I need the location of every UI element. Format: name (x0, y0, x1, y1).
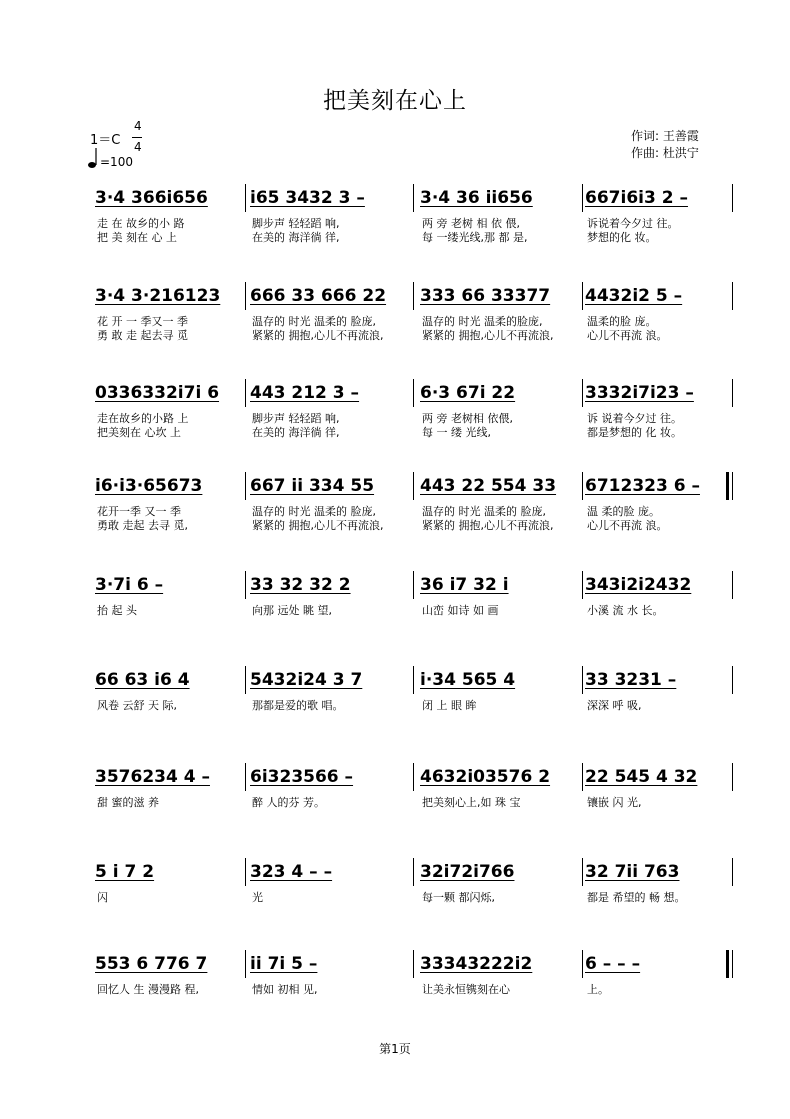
time-signature-bottom: 4 (134, 140, 142, 154)
measure-notes: 5432i24 3 7 (250, 670, 363, 690)
lyric-line-1: 情如 初相 见, (252, 983, 318, 996)
measure-notes: 5 i 7 2 (95, 862, 155, 882)
barline (582, 950, 583, 978)
measure-notes: 3·4 366i656 (95, 188, 208, 208)
barline (582, 571, 583, 599)
score-system (95, 276, 730, 342)
barline (582, 666, 583, 694)
lyric-line-1: 两 旁 老树相 依偎, (422, 412, 513, 425)
measure-notes: 4632i03576 2 (420, 767, 551, 787)
barline (732, 571, 733, 599)
measure (95, 565, 245, 625)
measure (95, 178, 245, 244)
barline (413, 763, 414, 791)
lyric-line-1: 光 (252, 891, 263, 904)
measure (585, 660, 730, 720)
measure (250, 852, 410, 912)
barline (582, 858, 583, 886)
measure (250, 565, 410, 625)
measure (250, 757, 410, 817)
barline (245, 571, 246, 599)
lyric-line-2: 把美刻在 心坎 上 (97, 426, 181, 439)
lyric-line-2: 在美的 海洋徜 徉, (252, 426, 340, 439)
lyric-line-1: 小溪 流 水 长。 (587, 604, 664, 617)
time-signature-top: 4 (134, 119, 142, 133)
lyric-line-1: 脚步声 轻轻蹈 响, (252, 412, 340, 425)
measure (95, 944, 245, 1004)
score-system (95, 944, 730, 1004)
measure-notes: 32 7ii 763 (585, 862, 680, 882)
final-barline (726, 472, 729, 500)
score-system (95, 466, 730, 532)
measure-notes: 66 63 i6 4 (95, 670, 190, 690)
lyric-line-2: 把 美 刻在 心 上 (97, 231, 177, 244)
lyric-line-1: 闪 (97, 891, 108, 904)
barline (413, 282, 414, 310)
song-title: 把美刻在心上 (323, 88, 467, 114)
measure (95, 466, 245, 532)
score-system (95, 565, 730, 625)
lyric-line-1: 把美刻心上,如 珠 宝 (422, 796, 521, 809)
barline (582, 763, 583, 791)
measure-notes: 333 66 33377 (420, 286, 551, 306)
measure-notes: 3·7i 6 – (95, 575, 164, 595)
lyric-line-2: 每 一 缕 光线, (422, 426, 491, 439)
lyric-line-1: 抬 起 头 (97, 604, 137, 617)
barline (413, 571, 414, 599)
lyricist-credit: 作词: 王善霞 (631, 129, 699, 143)
measure (420, 373, 580, 439)
lyric-line-1: 温存的 时光 温柔的 脸庞, (422, 505, 546, 518)
measure-notes: 33 3231 – (585, 670, 677, 690)
lyric-line-1: 镶嵌 闪 光, (587, 796, 642, 809)
measure-notes: 6·3 67i 22 (420, 383, 516, 403)
lyric-line-2: 心儿不再流 浪。 (587, 519, 668, 532)
measure-notes: 443 22 554 33 (420, 476, 557, 496)
lyric-line-1: 甜 蜜的滋 养 (97, 796, 159, 809)
measure-notes: 666 33 666 22 (250, 286, 387, 306)
barline (732, 282, 733, 310)
measure-notes: 33343222i2 (420, 954, 533, 974)
measure (420, 466, 580, 532)
barline (732, 858, 733, 886)
measure (250, 276, 410, 342)
measure (420, 660, 580, 720)
measure-notes: i6·i3·65673 (95, 476, 203, 496)
barline (245, 763, 246, 791)
measure (585, 373, 730, 439)
measure (95, 757, 245, 817)
barline (732, 379, 733, 407)
lyric-line-1: 花 开 一 季又一 季 (97, 315, 188, 328)
measure-notes: 22 545 4 32 (585, 767, 698, 787)
measure-notes: i·34 565 4 (420, 670, 516, 690)
measure-notes: 3·4 3·216123 (95, 286, 221, 306)
measure (585, 565, 730, 625)
barline (732, 950, 733, 978)
barline (732, 763, 733, 791)
measure-notes: 33 32 32 2 (250, 575, 351, 595)
lyric-line-2: 心儿不再流 浪。 (587, 329, 668, 342)
page-number: 第1页 (379, 1042, 411, 1056)
score-system (95, 178, 730, 244)
lyric-line-1: 脚步声 轻轻蹈 响, (252, 217, 340, 230)
barline (732, 666, 733, 694)
lyric-line-2: 在美的 海洋徜 徉, (252, 231, 340, 244)
lyric-line-1: 醉 人的芬 芳。 (252, 796, 325, 809)
lyric-line-2: 紧紧的 拥抱,心儿不再流浪, (252, 519, 384, 532)
measure (420, 565, 580, 625)
lyric-line-1: 诉 说着今夕过 往。 (587, 412, 682, 425)
lyric-line-1: 走在故乡的小路 上 (97, 412, 189, 425)
barline (245, 282, 246, 310)
measure (420, 276, 580, 342)
barline (413, 858, 414, 886)
barline (413, 666, 414, 694)
lyric-line-1: 闭 上 眼 眸 (422, 699, 477, 712)
score-system (95, 852, 730, 912)
barline (582, 472, 583, 500)
barline (245, 184, 246, 212)
barline (582, 184, 583, 212)
score-system (95, 373, 730, 439)
measure-notes: 667 ii 334 55 (250, 476, 375, 496)
lyric-line-2: 紧紧的 拥抱,心儿不再流浪, (422, 329, 554, 342)
lyric-line-1: 两 旁 老树 相 依 偎, (422, 217, 520, 230)
lyric-line-1: 向那 远处 眺 望, (252, 604, 332, 617)
lyric-line-1: 温存的 时光 温柔的脸庞, (422, 315, 543, 328)
measure-notes: 6712323 6 – (585, 476, 700, 496)
quarter-note-icon (88, 147, 98, 169)
lyric-line-1: 上。 (587, 983, 609, 996)
lyric-line-2: 每 一缕光线,那 都 是, (422, 231, 528, 244)
lyric-line-1: 让美永恒镌刻在心 (422, 983, 510, 996)
measure-notes: 0336332i7i 6 (95, 383, 220, 403)
lyric-line-2: 紧紧的 拥抱,心儿不再流浪, (422, 519, 554, 532)
lyric-line-1: 那都是爱的歌 唱。 (252, 699, 344, 712)
barline (582, 282, 583, 310)
measure (250, 178, 410, 244)
measure-notes: 6 – – – (585, 954, 641, 974)
measure-notes: 323 4 – – (250, 862, 333, 882)
measure-notes: i65 3432 3 – (250, 188, 365, 208)
measure (250, 660, 410, 720)
measure (250, 373, 410, 439)
measure (420, 852, 580, 912)
barline (413, 184, 414, 212)
barline (732, 472, 733, 500)
barline (245, 950, 246, 978)
lyric-line-1: 走 在 故乡的小 路 (97, 217, 185, 230)
measure-notes: 343i2i2432 (585, 575, 692, 595)
lyric-line-1: 回忆人 生 漫漫路 程, (97, 983, 199, 996)
lyric-line-2: 勇敢 走起 去寻 觅, (97, 519, 188, 532)
measure-notes: 3·4 36 ii656 (420, 188, 533, 208)
barline (413, 950, 414, 978)
lyric-line-1: 花开一季 又一 季 (97, 505, 181, 518)
barline (413, 472, 414, 500)
score-system (95, 757, 730, 817)
tempo-marking: =100 (100, 155, 133, 169)
measure-notes: 36 i7 32 i (420, 575, 509, 595)
measure-notes: 443 212 3 – (250, 383, 360, 403)
lyric-line-1: 温存的 时光 温柔的 脸庞, (252, 315, 376, 328)
barline (413, 379, 414, 407)
measure-notes: 667i6i3 2 – (585, 188, 688, 208)
final-barline (726, 950, 729, 978)
measure-notes: 6i323566 – (250, 767, 354, 787)
lyric-line-1: 温存的 时光 温柔的 脸庞, (252, 505, 376, 518)
lyric-line-2: 梦想的化 妆。 (587, 231, 657, 244)
barline (245, 666, 246, 694)
lyric-line-1: 温 柔的脸 庞。 (587, 505, 660, 518)
measure-notes: 4432i2 5 – (585, 286, 683, 306)
measure (250, 466, 410, 532)
lyric-line-2: 都是梦想的 化 妆。 (587, 426, 682, 439)
measure (420, 757, 580, 817)
lyric-line-1: 诉说着今夕过 往。 (587, 217, 679, 230)
measure-notes: 553 6 776 7 (95, 954, 208, 974)
barline (582, 379, 583, 407)
measure (585, 276, 730, 342)
measure (585, 757, 730, 817)
measure (95, 373, 245, 439)
measure-notes: 32i72i766 (420, 862, 515, 882)
lyric-line-1: 山峦 如诗 如 画 (422, 604, 499, 617)
measure-notes: 3332i7i23 – (585, 383, 694, 403)
barline (245, 379, 246, 407)
lyric-line-1: 温柔的脸 庞。 (587, 315, 657, 328)
measure (585, 466, 730, 532)
lyric-line-1: 深深 呼 吸, (587, 699, 642, 712)
measure-notes: 3576234 4 – (95, 767, 210, 787)
lyric-line-1: 每一颗 都闪烁, (422, 891, 495, 904)
measure (95, 276, 245, 342)
measure-notes: ii 7i 5 – (250, 954, 318, 974)
measure (95, 852, 245, 912)
barline (732, 184, 733, 212)
lyric-line-2: 紧紧的 拥抱,心儿不再流浪, (252, 329, 384, 342)
lyric-line-2: 勇 敢 走 起去寻 觅 (97, 329, 188, 342)
time-signature-divider (132, 137, 142, 138)
measure (585, 852, 730, 912)
score-system (95, 660, 730, 720)
key-signature: 1＝C (90, 133, 121, 148)
measure (585, 178, 730, 244)
measure (250, 944, 410, 1004)
measure (585, 944, 730, 1004)
barline (245, 858, 246, 886)
lyric-line-1: 都是 希望的 畅 想。 (587, 891, 686, 904)
measure (420, 944, 580, 1004)
measure (420, 178, 580, 244)
barline (245, 472, 246, 500)
lyric-line-1: 风卷 云舒 天 际, (97, 699, 177, 712)
composer-credit: 作曲: 杜洪宁 (631, 146, 699, 160)
measure (95, 660, 245, 720)
